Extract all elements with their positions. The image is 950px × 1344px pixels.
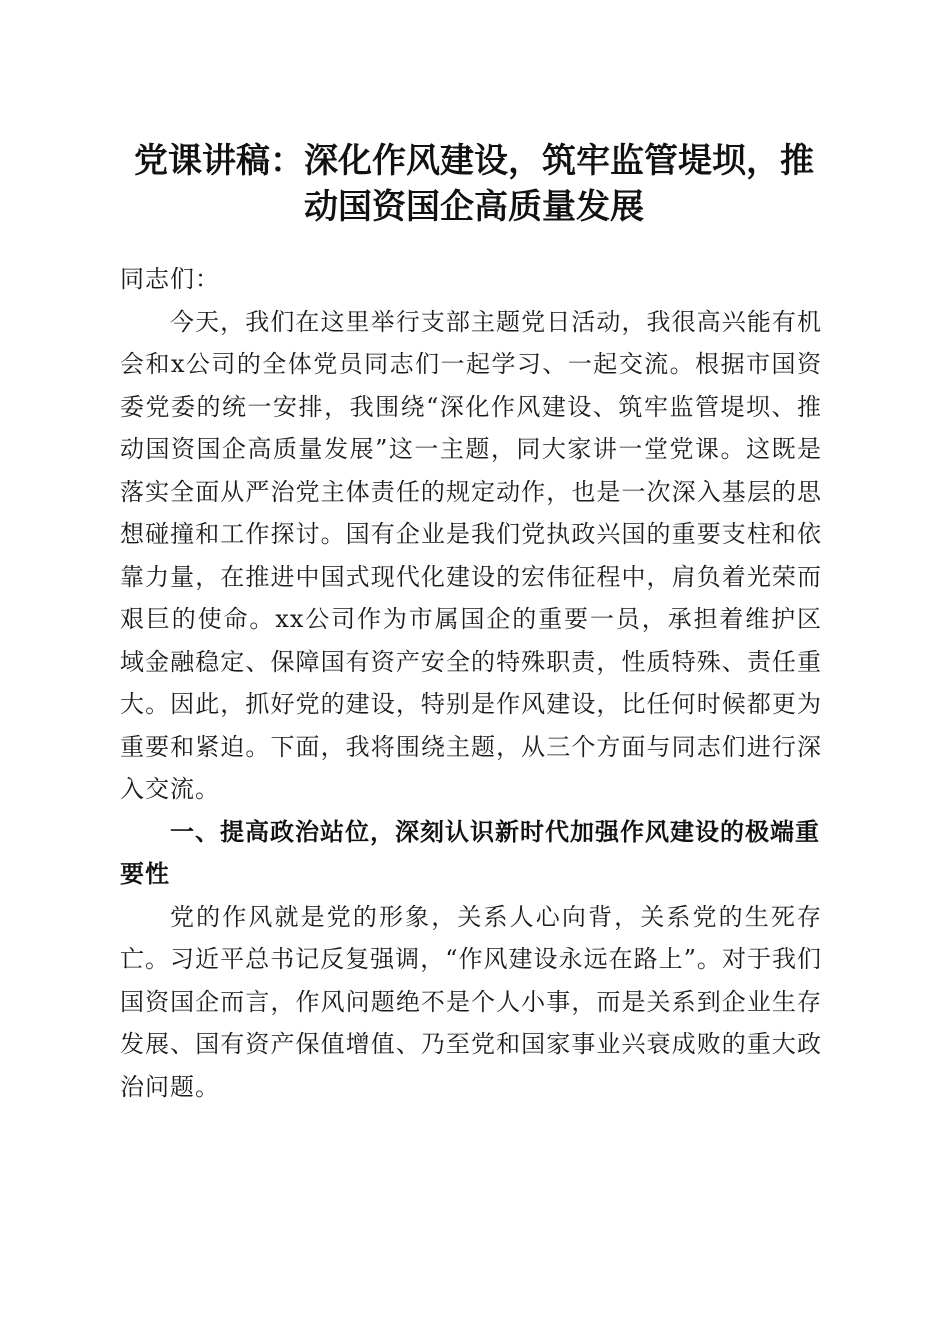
title-line-2: 动国资国企高质量发展: [304, 187, 644, 227]
title-line-1: 党课讲稿：深化作风建设，筑牢监管堤坝，推: [134, 141, 814, 181]
greeting: 同志们：: [120, 265, 220, 293]
document-body: [120, 258, 822, 1108]
paragraph-intro: 今天，我们在这里举行支部主题党日活动，我很高兴能有机会和x公司的全体党员同志们一起学习、一起交流。根据市国资委党委的统一安排，我围绕“深化作风建设、筑牢监管堤坝、推动国资国企高质量发展”这一主题，同大家讲一堂党课。这既是落实全面从严治党主体责任的规定动作，也是一次深入基层的思想碰撞和工作探讨。国有企业是我们党执政兴国的重要支柱和依靠力量，在推进中国式现代化建设的宏伟征程中，肩负着光荣而艰巨的使命。xx公司作为市属国企的重要一员，承担着维护区域金融稳定、保障国有资产安全的特殊职责，性质特殊、责任重大。因此，抓好党的建设，特别是作风建设，比任何时候都更为重要和紧迫。下面，我将围绕主题，从三个方面与同志们进行深入交流。: [120, 307, 822, 803]
section-heading-1: 一、提高政治站位，深刻认识新时代加强作风建设的极端重要性: [120, 817, 820, 888]
paragraph-section-1: 党的作风就是党的形象，关系人心向背，关系党的生死存亡。习近平总书记反复强调，“作风建设永远在路上”。对于我们国资国企而言，作风问题绝不是个人小事，而是关系到企业生存发展、国有资产保值增值、乃至党和国家事业兴衰成败的重大政治问题。: [120, 902, 822, 1101]
page-title: [118, 138, 830, 230]
